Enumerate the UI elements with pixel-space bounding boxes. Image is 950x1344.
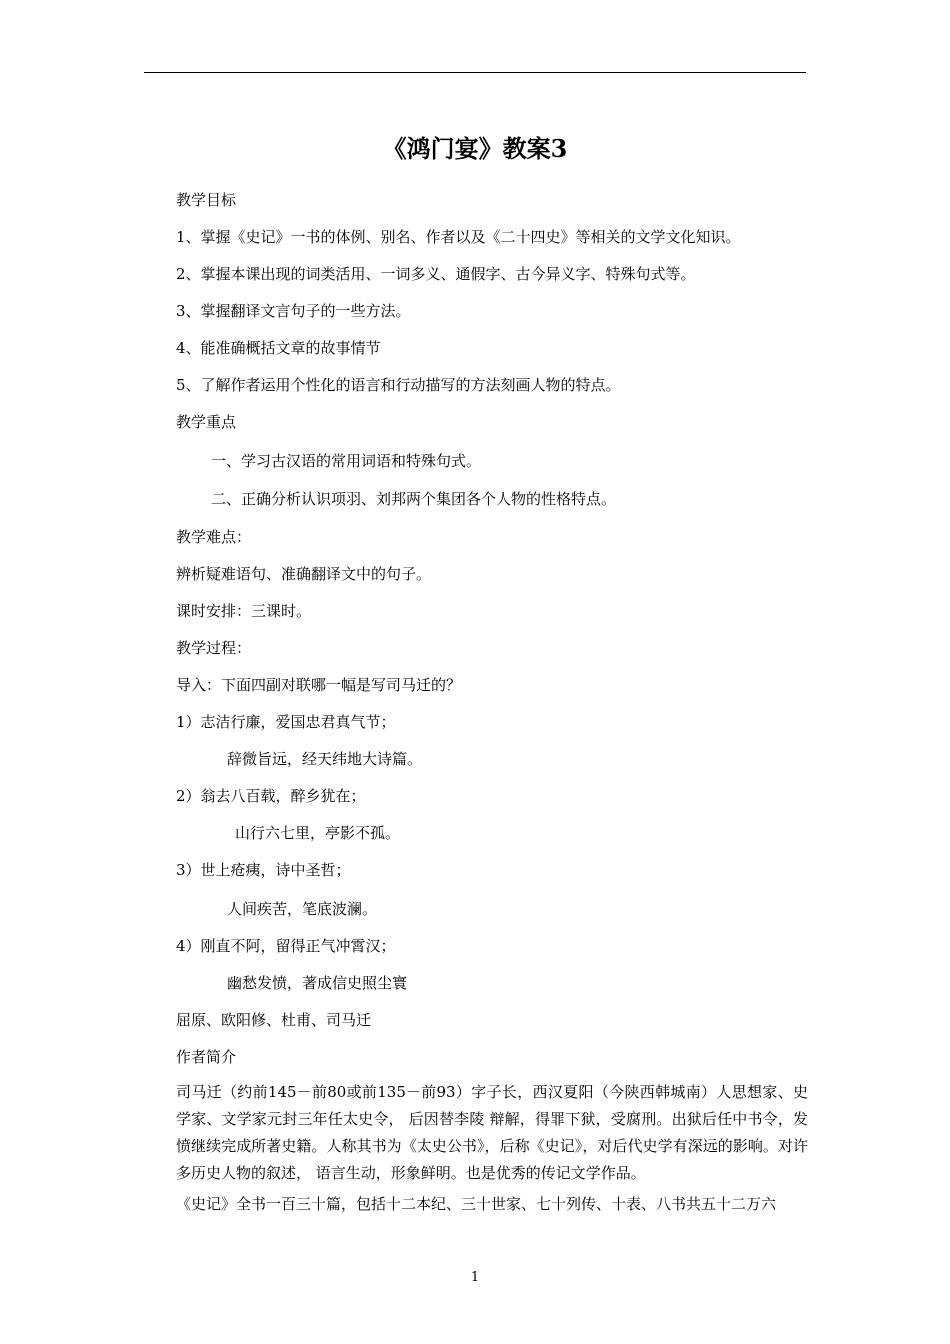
document-title: 《鸿门宴》教案3 (382, 134, 568, 163)
goal-item-1: 1、掌握《史记》一书的体例、别名、作者以及《二十四史》等相关的文学文化知识。 (176, 228, 741, 246)
page-number: 1 (470, 1270, 480, 1285)
goal-item-5: 5、了解作者运用个性化的语言和行动描写的方法刻画人物的特点。 (176, 376, 621, 394)
schedule-text: 课时安排：三课时。 (176, 602, 312, 620)
couplet-3-second: 人间疾苦，笔底波澜。 (227, 900, 378, 918)
goal-item-3: 3、掌握翻译文言句子的一些方法。 (176, 302, 411, 320)
goals-heading: 教学目标 (176, 191, 237, 209)
couplet-2-second: 山行六七里，亭影不孤。 (235, 824, 401, 842)
process-heading: 教学过程： (176, 639, 252, 657)
couplet-2-first: 2）翁去八百载，醉乡犹在； (176, 787, 366, 805)
goal-item-4: 4、能准确概括文章的故事情节 (176, 339, 381, 357)
goal-item-2: 2、掌握本课出现的词类活用、一词多义、通假字、古今异义字、特殊句式等。 (176, 265, 696, 283)
couplet-4-second: 幽愁发愤，著成信史照尘寰 (227, 974, 408, 992)
key-point-1: 一、学习古汉语的常用词语和特殊句式。 (211, 452, 482, 470)
author-paragraph: 司马迁（约前145－前80或前135－前93）字子长，西汉夏阳（今陕西韩城南）人思想家、史学家、文学家元封三年任太史令， 后因替李陵 辩解，得罪下狱，受腐刑。出狱后任中书令，发愤继续完成所著史籍。人称其书为《太史公书》，后称《史记》，对后代史学有深远的影响。对许多历史人物的叙述， 语言生动，形象鲜明。也是优秀的传记文学作品。 (176, 1083, 808, 1182)
header-rule (144, 72, 806, 73)
couplet-3-first: 3）世上疮痍，诗中圣哲； (176, 861, 351, 879)
author-heading: 作者简介 (176, 1048, 237, 1066)
difficulty-text: 辨析疑难语句、准确翻译文中的句子。 (176, 565, 432, 583)
intro-question: 导入：下面四副对联哪一幅是写司马迁的？ (176, 676, 462, 694)
answers-text: 屈原、欧阳修、杜甫、司马迁 (176, 1011, 372, 1029)
key-point-2: 二、正确分析认识项羽、刘邦两个集团各个人物的性格特点。 (211, 490, 617, 508)
shiji-paragraph: 《史记》全书一百三十篇，包括十二本纪、三十世家、七十列传、十表、八书共五十二万六 (176, 1195, 777, 1213)
key-points-heading: 教学重点 (176, 413, 237, 431)
couplet-1-second: 辞微旨远，经天纬地大诗篇。 (227, 750, 423, 768)
difficulty-heading: 教学难点： (176, 528, 252, 546)
couplet-1-first: 1）志洁行廉，爱国忠君真气节； (176, 713, 396, 731)
couplet-4-first: 4）刚直不阿，留得正气冲霄汉； (176, 937, 396, 955)
